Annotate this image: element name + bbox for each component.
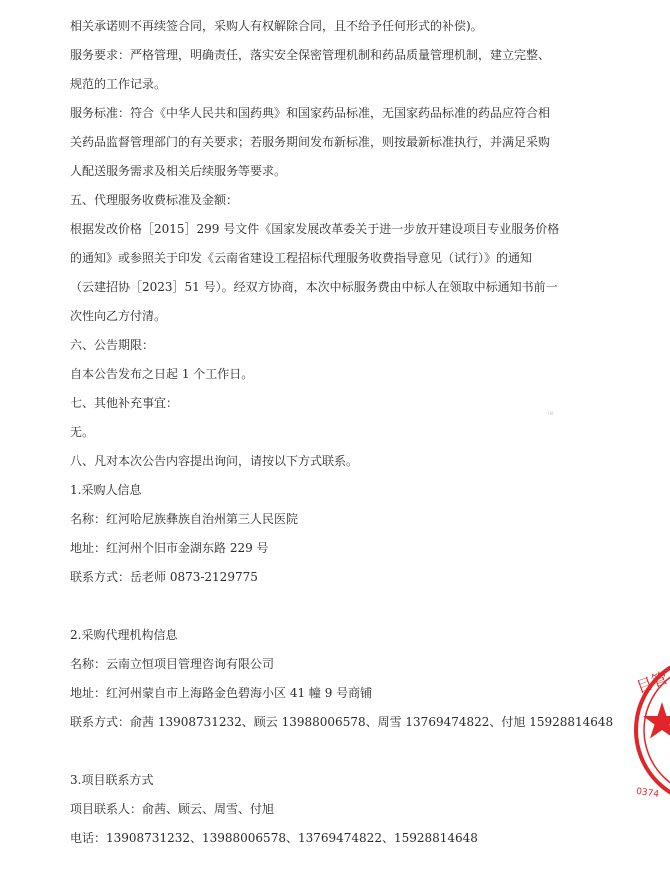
text-line: 自本公告发布之日起 1 个工作日。 (70, 367, 254, 381)
project-contact-phone: 电话：13908731232、13988006578、13769474822、15928814648 (70, 831, 478, 845)
text-line: 根据发改价格［2015］299 号文件《国家发展改革委关于进一步放开建设项目专业服务价格 (70, 222, 560, 236)
spacer (70, 737, 590, 766)
agency-heading: 2.采购代理机构信息 (70, 628, 178, 642)
text-line: 人配送服务需求及相关后续服务等要求。 (70, 164, 287, 178)
project-contact-heading: 3.项目联系方式 (70, 773, 154, 787)
spacer (70, 592, 590, 621)
section-heading: 七、其他补充事宜： (70, 396, 179, 410)
text-line: 的通知》或参照关于印发《云南省建设工程招标代理服务收费指导意见（试行）》的通知 (70, 251, 533, 265)
announcement-document (70, 12, 614, 853)
section-heading: 五、代理服务收费标准及金额： (70, 193, 239, 207)
seal-number: 0374 (635, 786, 660, 800)
text-line: 规范的工作记录。 (70, 77, 167, 91)
section-heading: 六、公告期限： (70, 338, 155, 352)
purchaser-name: 名称：红河哈尼族彝族自治州第三人民医院 (70, 512, 299, 526)
text-line: 服务标准：符合《中华人民共和国药典》和国家药品标准，无国家药品标准的药品应符合相 (70, 106, 551, 120)
text-line: （云建招协［2023］51 号）。经双方协商，本次中标服务费由中标人在领取中标通知书前一 (70, 280, 558, 294)
official-seal (632, 650, 670, 810)
agency-contact: 联系方式：俞茜 13908731232、顾云 13988006578、周雪 13769474822、付旭 15928814648 (70, 715, 614, 729)
text-line: 次性向乙方付清。 (70, 309, 167, 323)
agency-name: 名称：云南立恒项目管理咨询有限公司 (70, 657, 275, 671)
seal-text: 目管 (633, 668, 670, 697)
purchaser-heading: 1.采购人信息 (70, 483, 142, 497)
star-icon (643, 702, 670, 739)
section-heading: 八、凡对本次公告内容提出询问，请按以下方式联系。 (70, 454, 359, 468)
agency-address: 地址：红河州蒙自市上海路金色碧海小区 41 幢 9 号商铺 (70, 686, 373, 700)
text-line: 关药品监督管理部门的有关要求；若服务期间发布新标准，则按最新标准执行，并满足采购 (70, 135, 551, 149)
seal-graphic (632, 650, 670, 810)
project-contact-people: 项目联系人：俞茜、顾云、周雪、付旭 (70, 802, 275, 816)
text-line: 服务要求：严格管理，明确责任，落实安全保密管理机制和药品质量管理机制，建立完整、 (70, 48, 551, 62)
text-line: 相关承诺则不再续签合同，采购人有权解除合同，且不给予任何形式的补偿)。 (70, 19, 483, 33)
text-line: 无。 (70, 425, 95, 439)
purchaser-address: 地址：红河州个旧市金湖东路 229 号 (70, 541, 269, 555)
scan-speck: ie (548, 410, 554, 417)
purchaser-contact: 联系方式：岳老师 0873-2129775 (70, 570, 258, 584)
